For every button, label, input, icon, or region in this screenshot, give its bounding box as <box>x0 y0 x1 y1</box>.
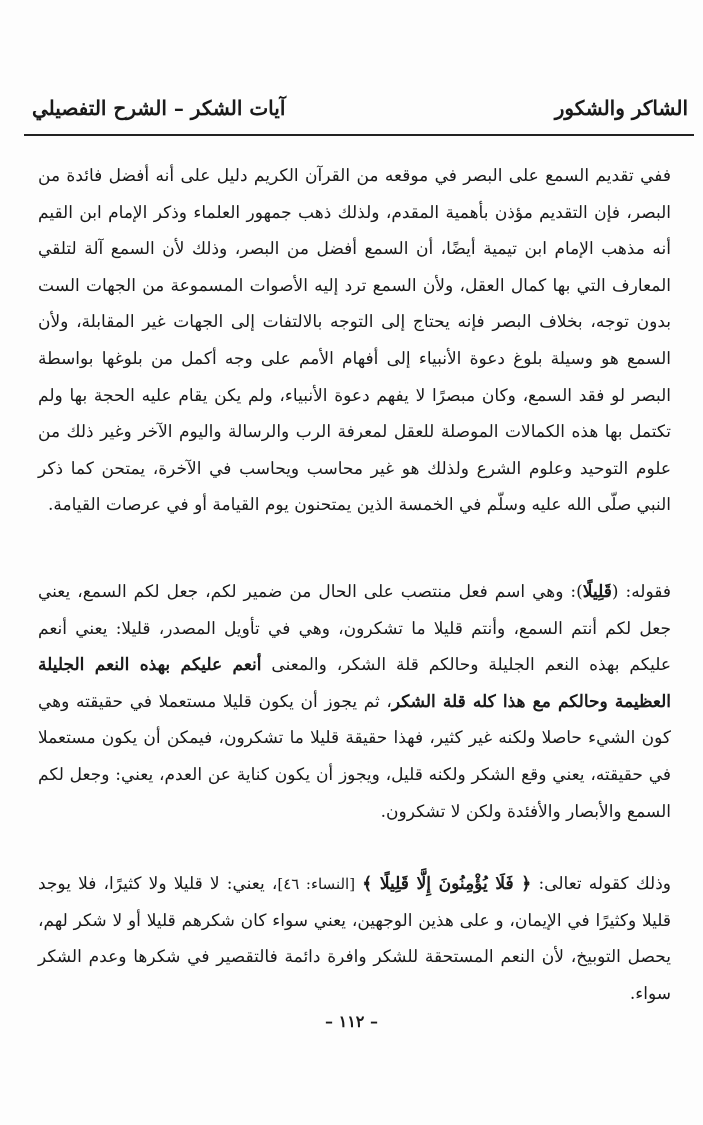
quran-word: قَلِيلًا <box>582 582 612 602</box>
book-title: الشاكر والشكور <box>554 96 688 120</box>
header-divider <box>24 134 694 136</box>
emphasized-meaning: أنعم عليكم بهذه النعم الجليلة العظيمة وحالكم مع هذا كله قلة الشكر <box>38 655 672 712</box>
paragraph-text-part1: فقوله: ( <box>611 582 672 602</box>
quran-verse: ﴿ فَلَا يُؤْمِنُونَ إِلَّا قَلِيلًا ﴾ <box>362 874 532 894</box>
paragraph-text-part3: ، ثم يجوز أن يكون قليلا مستعملا في حقيقته وهي كون الشيء حاصلا ولكنه غير كثير، فهذا حقيقة قليلا ما تشكرون، فيمكن أن يكون مستعملا في حقيقته، يعني وقع الشكر ولكنه قليل، ويجوز أن يكون كناية عن العدم، يعني: وجعل لكم السمع والأبصار والأفئدة ولكن لا تشكرون. <box>38 691 671 822</box>
running-header <box>24 90 696 132</box>
paragraph-hearing-over-sight <box>38 158 671 524</box>
paragraph-text: ففي تقديم السمع على البصر في موقعه من القرآن الكريم دليل على أنه أفضل فائدة من البصر، فإن التقديم مؤذن بأهمية المقدم، ولذلك ذهب جمهور العلماء وذكر الإمام ابن القيم أنه مذهب الإمام ابن تيمية أيضًا، أن السمع أفضل من البصر، وذلك لأن السمع آلة لتلقي المعارف التي بها كمال العقل، ولأن السمع ترد إليه الأصوات المسموعة من الجهات الست بدون توجه، بخلاف البصر فإنه يحتاج إلى التوجه بالالتفات إلى الجهات غير المقابلة، ولأن السمع هو وسيلة بلوغ دعوة الأنبياء إلى أفهام الأمم على وجه أكمل من بلوغها بواسطة البصر لو فقد السمع، وكان مبصرًا لا يفهم دعوة الأنبياء، ولم يكن يقام عليه الحجة بها ولم تكتمل بها هذه الكمالات الموصلة للعقل لمعرفة الرب والرسالة واليوم الآخر وغير ذلك من علوم التوحيد وعلوم الشرع ولذلك هو غير محاسب ويحاسب في الآخرة، يمتحن كما ذكر النبي صلّى الله عليه وسلّم في الخمسة الذين يمتحنون يوم القيامة أو في عرصات القيامة. <box>38 166 671 516</box>
paragraph-text-part2: ): وهي اسم فعل منتصب على الحال من ضمير لكم، جعل لكم السمع، يعني جعل لكم أنتم السمع، وأنتم قليلا ما تشكرون، وهي في تأويل المصدر، قليلا: يعني أنعم عليكم بهذه النعم الجليلة وحالكم قلة الشكر، والمعنى <box>38 582 671 676</box>
verse-reference: [النساء: ٤٦] <box>277 875 356 893</box>
chapter-title: آيات الشكر – الشرح التفصيلي <box>32 96 286 120</box>
page-number: – ١١٢ – <box>325 1012 378 1031</box>
paragraph-text-part2: ، يعني: لا قليلا ولا كثيرًا، فلا يوجد قليلا وكثيرًا في الإيمان، و على هذين الوجهين، يعني سواء كان شكرهم قليلا أو لا شكر لهم، يحصل التوبيخ، لأن النعم المستحقة للشكر وافرة دائمة فالتقصير في شكرها وعدم الشكر سواء. <box>38 874 671 1004</box>
paragraph-text-part1: وذلك كقوله تعالى: <box>531 874 672 894</box>
paragraph-quran-example <box>38 866 671 1012</box>
paragraph-qalilan-explanation <box>38 574 671 830</box>
